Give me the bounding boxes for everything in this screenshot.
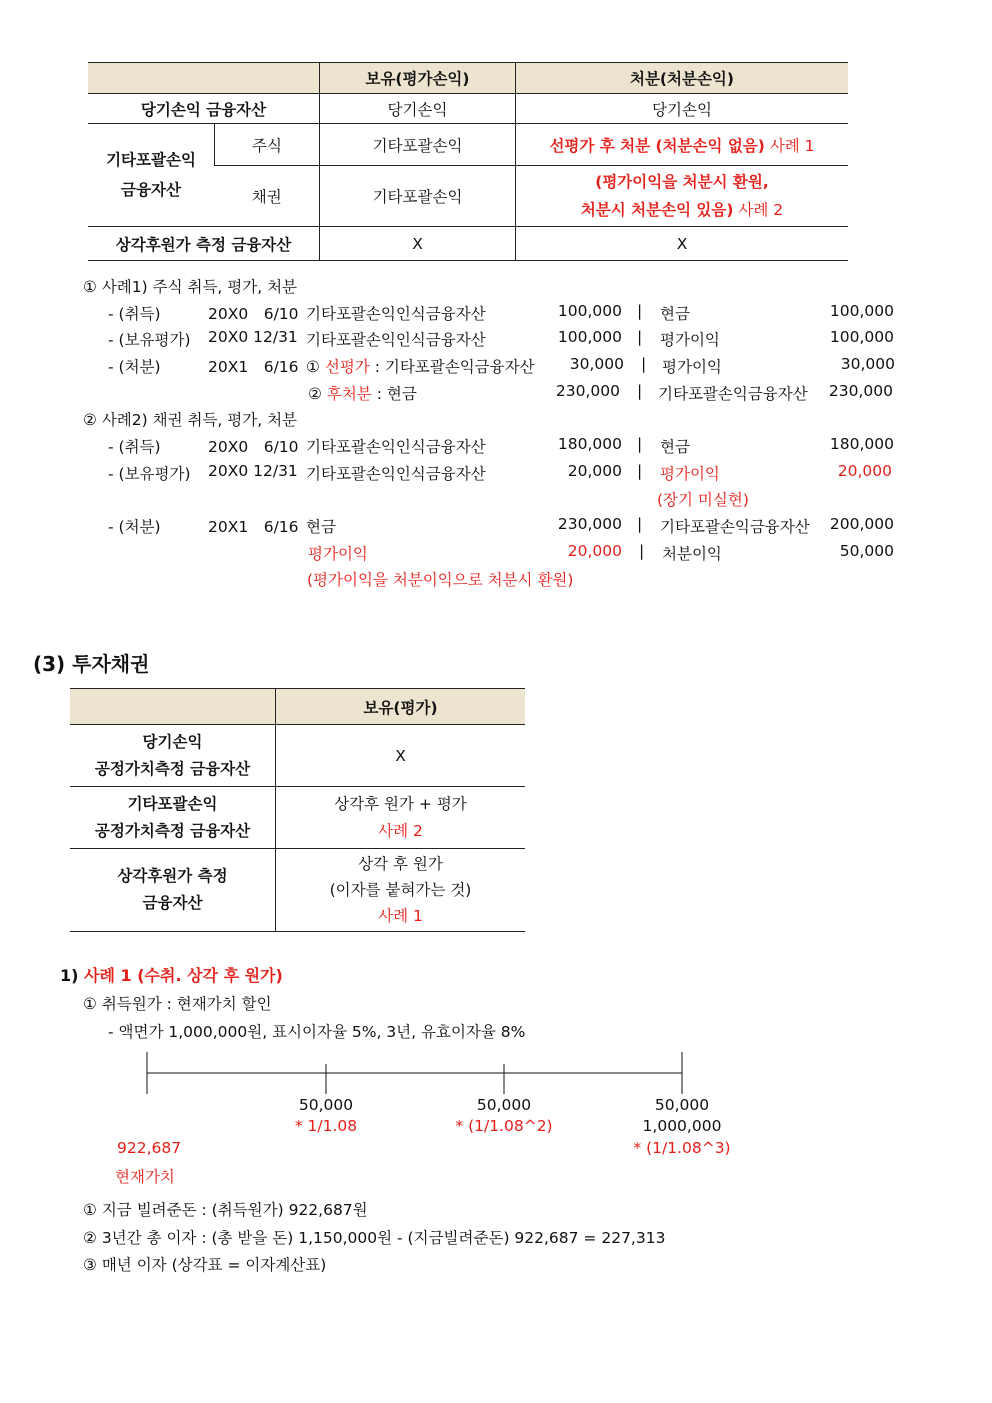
entry-date: 20X1 6/16 — [208, 518, 299, 536]
entry-separator: | — [637, 328, 643, 346]
cashflow-amount-1: 50,000 — [298, 1096, 354, 1114]
bond-dispose-line1: (평가이익을 처분시 환원, — [595, 173, 769, 191]
entry-note: (평가이익을 처분이익으로 처분시 환원) — [307, 571, 574, 589]
acq-cost-item: ① 취득원가 : 현재가치 할인 — [83, 995, 272, 1013]
discount-factor-1: * 1/1.08 — [294, 1117, 358, 1135]
summary-line-3: ③ 매년 이자 (상각표 = 이자계산표) — [83, 1256, 327, 1274]
entry-separator: | — [639, 542, 645, 560]
entry-date: 20X0 6/10 — [208, 438, 299, 456]
entry-debit: 기타포괄손익인식금융자산 — [306, 305, 486, 323]
value-case: 사례 1 — [378, 907, 423, 925]
label-line1: 당기손익 — [142, 732, 203, 751]
entry-credit: 현금 — [660, 438, 690, 456]
entry-credit-amount: 180,000 — [829, 435, 894, 453]
entry-debit-amount: 30,000 — [569, 355, 624, 373]
row-stock-hold: 기타포괄손익 — [320, 124, 516, 166]
entry-credit: 기타포괄손익금융자산 — [658, 385, 808, 403]
entry-credit-amount: 100,000 — [829, 302, 894, 320]
entry-date: 20X0 12/31 — [208, 328, 298, 346]
value-case: 사례 2 — [378, 821, 423, 840]
entry-debit-2-amount: 20,000 — [567, 542, 622, 560]
row-ac-label: 상각후원가 측정 금융자산 — [88, 227, 320, 261]
face-value: 1,000,000 — [642, 1117, 722, 1135]
step-number: ① — [306, 358, 320, 376]
header-hold: 보유(평가손익) — [320, 63, 516, 94]
case2-heading: ② 사례2) 채권 취득, 평가, 처분 — [83, 411, 298, 429]
entry-debit-amount: 20,000 — [567, 462, 622, 480]
entry-label: - (보유평가) — [108, 331, 191, 349]
present-value-amount: 922,687 — [117, 1139, 182, 1157]
entry-date: 20X0 12/31 — [208, 462, 298, 480]
label-line1: 상각후원가 측정 — [117, 867, 228, 885]
fvoci-label-line2: 금융자산 — [121, 181, 181, 199]
step-tag: 선평가 — [324, 358, 370, 376]
subsection-number: 1) — [60, 966, 79, 985]
entry-credit-amount: 230,000 — [828, 382, 893, 400]
row-fvpl-dispose: 당기손익 — [516, 94, 849, 124]
entry-label: - (처분) — [108, 358, 161, 376]
row-stock-label: 주식 — [215, 124, 320, 166]
entry-label: - (취득) — [108, 438, 161, 456]
entry-separator: | — [637, 462, 643, 480]
value-line2: (이자를 붙혀가는 것) — [329, 881, 472, 899]
subsection-title: 사례 1 (수취. 상각 후 원가) — [84, 966, 283, 985]
step-tag: 후처분 — [326, 385, 372, 403]
entry-credit-2-amount: 50,000 — [839, 542, 894, 560]
row-ac-dispose: X — [516, 227, 849, 261]
entry-credit: 기타포괄손익금융자산 — [660, 518, 810, 536]
case1-heading: ① 사례1) 주식 취득, 평가, 처분 — [83, 278, 298, 296]
entry-note: (장기 미실현) — [657, 491, 749, 509]
summary-line-1: ① 지금 빌려준돈 : (취득원가) 922,687원 — [83, 1201, 368, 1219]
step-account: : 기타포괄손익금융자산 — [369, 358, 535, 376]
fvoci-label-line1: 기타포괄손익 — [106, 151, 196, 169]
row-fvpl-label: 당기손익 금융자산 — [88, 94, 320, 124]
entry-separator: | — [637, 515, 643, 533]
label-line2: 금융자산 — [142, 894, 203, 912]
entry-debit-2: 평가이익 — [308, 545, 368, 563]
entry-separator: | — [641, 355, 647, 373]
row-ac-hold: X — [320, 227, 516, 261]
entry-debit: 현금 — [306, 518, 336, 536]
entry-credit-amount: 100,000 — [829, 328, 894, 346]
entry-date: 20X1 6/16 — [208, 358, 299, 376]
entry-separator: | — [637, 382, 643, 400]
entry-credit-amount: 200,000 — [829, 515, 894, 533]
entry-label: - (취득) — [108, 305, 161, 323]
step-number: ② — [308, 385, 322, 403]
entry-credit: 평가이익 — [660, 465, 720, 483]
entry-credit: 평가이익 — [660, 331, 720, 349]
entry-debit-amount: 100,000 — [557, 302, 622, 320]
row-bond-hold: 기타포괄손익 — [320, 166, 516, 227]
value-line1: 상각 후 원가 — [358, 855, 443, 873]
header-dispose: 처분(처분손익) — [516, 63, 849, 94]
cashflow-amount-3: 50,000 — [654, 1096, 710, 1114]
entry-separator: | — [637, 302, 643, 320]
summary-line-2: ② 3년간 총 이자 : (총 받을 돈) 1,150,000원 - (지금빌려준돈) 922,687 = 227,313 — [83, 1229, 666, 1247]
row-bond-label: 채권 — [215, 166, 320, 227]
discount-factor-2: * (1/1.08^2) — [455, 1117, 553, 1135]
entry-credit: 평가이익 — [662, 358, 722, 376]
stock-dispose-case: 사례 1 — [769, 136, 815, 155]
header-hold: 보유(평가) — [276, 689, 526, 725]
entry-debit-amount: 100,000 — [557, 328, 622, 346]
present-value-label: 현재가치 — [115, 1168, 175, 1186]
entry-debit: 기타포괄손익인식금융자산 — [306, 438, 486, 456]
entry-label: - (처분) — [108, 518, 161, 536]
entry-debit-amount: 230,000 — [555, 382, 620, 400]
entry-credit-amount: 20,000 — [837, 462, 892, 480]
entry-date: 20X0 6/10 — [208, 305, 299, 323]
entry-credit-amount: 30,000 — [840, 355, 895, 373]
entry-separator: | — [637, 435, 643, 453]
stock-dispose-text: 선평가 후 처분 (처분손익 없음) — [549, 136, 765, 155]
row-fvpl-value: X — [276, 725, 526, 787]
value-text: 상각후 원가 + 평가 — [334, 794, 467, 813]
entry-credit: 현금 — [660, 305, 690, 323]
step-account: : 현금 — [371, 385, 417, 403]
discount-factor-3: * (1/1.08^3) — [633, 1139, 731, 1157]
row-fvpl-hold: 당기손익 — [320, 94, 516, 124]
label-line1: 기타포괄손익 — [127, 794, 218, 813]
label-line2: 공정가치측정 금융자산 — [94, 821, 251, 840]
label-line2: 공정가치측정 금융자산 — [94, 759, 251, 778]
entry-debit-amount: 180,000 — [557, 435, 622, 453]
bond-terms: - 액면가 1,000,000원, 표시이자율 5%, 3년, 유효이자율 8% — [108, 1023, 526, 1041]
entry-label: - (보유평가) — [108, 465, 191, 483]
bond-dispose-line2: 처분시 처분손익 있음) — [580, 201, 734, 219]
entry-debit-amount: 230,000 — [557, 515, 622, 533]
entry-debit: 기타포괄손익인식금융자산 — [306, 465, 486, 483]
section-title: (3) 투자채권 — [33, 652, 150, 676]
entry-debit: 기타포괄손익인식금융자산 — [306, 331, 486, 349]
cashflow-amount-2: 50,000 — [476, 1096, 532, 1114]
bond-dispose-case: 사례 2 — [738, 201, 784, 219]
entry-credit-2: 처분이익 — [662, 545, 722, 563]
